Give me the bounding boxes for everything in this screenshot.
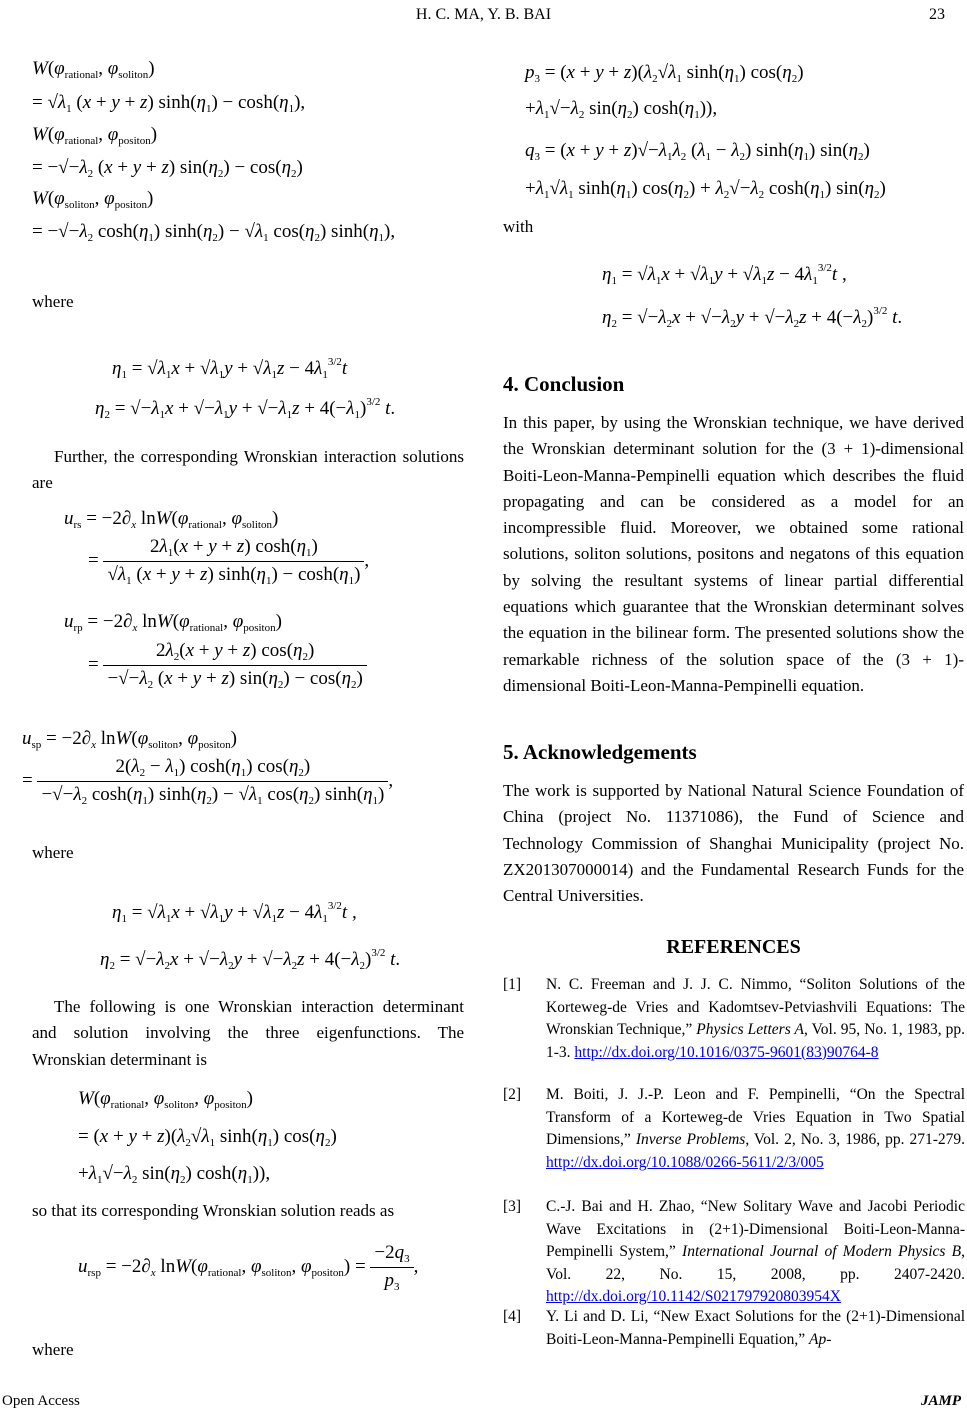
equation-line: $q_3 = (x + y + z)√-\lambda_1\lambda_2$ $(\lambda_1 - \lambda_2)$ $\sinh(\eta_1)$ $\sin(\eta_2)$ (525, 140, 870, 163)
u-rsp-equation: $u_{rsp} = -2\partial_x$ $\ln W(\varphi_{rational}$, $\varphi_{soliton}$, $\varphi_{positon}$) = $\frac{-2q_3}{p_3}$ , (78, 1242, 419, 1293)
where-text: where (32, 843, 74, 862)
reference-item (503, 974, 965, 1064)
denominator: $-√-\lambda_2$ $\cosh(\eta_1) \sinh(\eta_2) - √\lambda_1$ $\cos(\eta_2)$ $\sinh(\eta_1)$ (41, 784, 385, 807)
reference-text: , Vol. 95, No. 1, 1983, pp. 1-3. (546, 1021, 966, 1061)
where-text: where (32, 1340, 74, 1359)
doi-link[interactable]: http://dx.doi.org/10.1088/0266-5611/2/3/005 (546, 1153, 824, 1171)
references-heading: REFERENCES (666, 936, 801, 958)
equation-line: $p_3 = (x + y + z)(\lambda_2√\lambda_1$ $\sinh(\eta_1)$ $\cos(\eta_2)$ (525, 62, 804, 85)
u-sp-lhs: $u_{sp} = -2\partial_x$ $\ln W(\varphi_{soliton}$, $\varphi_{positon}$) (22, 728, 237, 751)
reference-item (503, 1196, 965, 1309)
reference-text: , Vol. 22, No. 15, 2008, pp. 2407-2420. (546, 1243, 966, 1283)
u-rp-lhs: $u_{rp} = -2\partial_x$ $\ln W(\varphi_{rational}$, $\varphi_{positon}$) (64, 611, 282, 634)
eta1-equation: $\eta_1 = √\lambda_1x + √\lambda_1y + √\lambda_1z - 4\lambda_1^{3/2}t$ (112, 356, 348, 381)
equation-line: $W(\varphi_{rational}$, $\varphi_{soliton}$) (32, 58, 155, 81)
running-header: H. C. MA, Y. B. BAI (415, 6, 552, 23)
reference-text: M. Boiti, J. J.-P. Leon and F. Pempinelli, “On the Spectral Transform of a Korteweg-de Vries Equation in Two Spatial Dimensions,” (546, 1086, 965, 1148)
equation-line: $W(\varphi_{rational}$, $\varphi_{positon}$) (32, 124, 158, 147)
equation-line: = $-√-\lambda_2$ (x + y + z) $\sin(\eta_2) - \cos(\eta_2)$ (32, 157, 303, 180)
u-sp-fraction: = $\frac{2(\lambda_2 - \lambda_1) \cosh(\eta_1) \cos(\eta_2)}{-√-\lambda_2 \cosh(\eta_1) \sinh(\eta_2) - √\lambda_1 \cos(\eta_2) \sinh(\eta_1)}$ , (22, 756, 394, 807)
reference-item (503, 1084, 965, 1174)
denominator: $√\lambda_1$ (x + y + z) $\sinh(\eta_1) - \cosh(\eta_1)$ (107, 564, 361, 587)
u-rp-fraction: = $\frac{2\lambda_2(x + y + z) \cos(\eta_2)}{-√-\lambda_2 (x + y + z) \sin(\eta_2) - \cos(\eta_2)}$ (88, 640, 367, 691)
doi-link[interactable]: http://dx.doi.org/10.1016/0375-9601(83)90764-8 (574, 1043, 879, 1061)
equation-line: $+\lambda_1√\lambda_1$ $\sinh(\eta_1) \cos(\eta_2) + \lambda_2√-\lambda_2$ $\cosh(\eta_1)$ $\sin(\eta_2)$ (525, 178, 886, 201)
where-text: where (32, 292, 74, 311)
doi-link[interactable]: http://dx.doi.org/10.1142/S021797920803954X (546, 1288, 841, 1305)
numerator: $-2q_3$ (370, 1242, 413, 1268)
eta2-equation: $\eta_2 = √-\lambda_2x + √-\lambda_2y + √-\lambda_2z + 4(-\lambda_2)^{3/2}$ t. (602, 305, 903, 330)
equation-line: = $-√-\lambda_2$ $\cosh(\eta_1) \sinh(\eta_2) - √\lambda_1$ $\cos(\eta_2)$ $\sinh(\eta_1)$, (32, 221, 396, 244)
reference-number: [2] (503, 1086, 522, 1103)
reference-text: Y. Li and D. Li, “New Exact Solutions for the (2+1)-Dimensional Boiti-Leon-Manna-Pempinelli Equation,” (546, 1308, 965, 1348)
acknowledgements-paragraph: The work is supported by National Natural Science Foundation of China (project No. 11371086), the Fund of Science and Technology Commission of Shanghai Municipality (project No. ZX201307000014) and the Fundamental Research Funds for the Central Universities. (503, 781, 964, 906)
journal-name: Ap- (809, 1330, 832, 1348)
paragraph: The following is one Wronskian interaction determinant and solution involving the three eigenfunctions. The Wronskian determinant is (32, 997, 464, 1069)
denominator: $-√-\lambda_2$ (x + y + z) $\sin(\eta_2) - \cos(\eta_2)$ (107, 668, 363, 691)
reference-item (503, 1306, 965, 1351)
equation-line: = $(x + y + z)(\lambda_2√\lambda_1$ $\sinh(\eta_1)$ $\cos(\eta_2)$ (78, 1126, 337, 1149)
reference-number: [1] (503, 976, 522, 993)
equation-line: $W(\varphi_{soliton}$, $\varphi_{positon}$) (32, 188, 154, 211)
footer-open-access: Open Access (2, 1393, 80, 1409)
u-rs-lhs: $u_{rs} = -2\partial_x$ $\ln W(\varphi_{rational}$, $\varphi_{soliton}$) (64, 508, 279, 531)
reference-text: , Vol. 2, No. 3, 1986, pp. 271-279. (745, 1131, 966, 1148)
equation-line: = $√\lambda_1$ (x + y + z) $\sinh(\eta_1) - \cosh(\eta_1)$, (32, 92, 306, 115)
conclusion-paragraph: In this paper, by using the Wronskian technique, we have derived the Wronskian determinant solution for the (3 + 1)-dimensional Boiti-Leon-Manna-Pempinelli equation which describes the fluid propagating and can be considered as a model for an incompressible fluid. Moreover, we obtained some rational solutions, soliton solutions, positons and negatons of this equation by solving the resultant systems of linear partial differential equations which guarantee that the Wronskian determinant solves the equation in the bilinear form. The presented solutions show the remarkable richness of the solution space of the (3 + 1)-dimensional Boiti-Leon-Manna-Pempinelli equation. (503, 413, 964, 695)
paragraph: Further, the corresponding Wronskian interaction solutions are (32, 447, 464, 493)
equation-line: $+\lambda_1√-\lambda_2$ $\sin(\eta_2)$ $\cosh(\eta_1)$), (525, 98, 718, 121)
equation-line: $+\lambda_1√-\lambda_2$ $\sin(\eta_2)$ $\cosh(\eta_1)$), (78, 1163, 271, 1186)
reference-number: [4] (503, 1308, 522, 1325)
page-number: 23 (929, 6, 945, 23)
reference-text: C.-J. Bai and H. Zhao, “New Solitary Wave and Jacobi Periodic Wave Excitations in (2+1)-Dimensional Boiti-Leon-Manna-Pempinelli System,” (546, 1198, 965, 1260)
section-heading-conclusion: 4. Conclusion (503, 372, 625, 396)
with-text: with (503, 217, 534, 236)
numerator: $2\lambda_2(x + y + z)$ $\cos(\eta_2)$ (103, 640, 366, 666)
eta1-equation: $\eta_1 = √\lambda_1x + √\lambda_1y + √\lambda_1z - 4\lambda_1^{3/2}t$ , (602, 262, 847, 287)
eta2-equation: $\eta_2 = √-\lambda_2x + √-\lambda_2y + √-\lambda_2z + 4(-\lambda_2)^{3/2}$ t. (100, 947, 401, 972)
eta2-equation: $\eta_2 = √-\lambda_1x + √-\lambda_1y + √-\lambda_1z + 4(-\lambda_1)^{3/2}$ t. (95, 396, 396, 421)
reference-text: N. C. Freeman and J. J. C. Nimmo, “Soliton Solutions of the Korteweg-de Vries and Kadomtsev-Petviashvili Equations: The Wronskian Technique,” (546, 976, 965, 1038)
eta1-equation: $\eta_1 = √\lambda_1x + √\lambda_1y + √\lambda_1z - 4\lambda_1^{3/2}t$ , (112, 900, 357, 925)
u-rsp-lhs: $u_{rsp} = -2\partial_x$ $\ln W(\varphi_{rational}$, $\varphi_{soliton}$, $\varphi_{positon}$) = (78, 1255, 366, 1279)
section-heading-acknowledgements: 5. Acknowledgements (503, 740, 697, 764)
journal-name: Inverse Problems (635, 1131, 746, 1148)
numerator: $2(\lambda_2 - \lambda_1)$ $\cosh(\eta_1)$ $\cos(\eta_2)$ (37, 756, 388, 782)
equation-line: $W(\varphi_{rational}$, $\varphi_{soliton}$, $\varphi_{positon}$) (78, 1088, 253, 1111)
numerator: $2\lambda_1(x + y + z)$ $\cosh(\eta_1)$ (103, 536, 364, 562)
footer-journal: JAMP (920, 1393, 961, 1409)
denominator: $p_3$ (384, 1270, 400, 1293)
journal-name: International Journal of Modern Physics B (682, 1243, 962, 1260)
so-that-text: so that its corresponding Wronskian solution reads as (32, 1201, 395, 1220)
reference-number: [3] (503, 1198, 522, 1215)
journal-name: Physics Letters A (696, 1021, 804, 1038)
u-rs-fraction: = $\frac{2\lambda_1(x + y + z) \cosh(\eta_1)}{√\lambda_1 (x + y + z) \sinh(\eta_1) - \cosh(\eta_1)}$ , (88, 536, 370, 587)
